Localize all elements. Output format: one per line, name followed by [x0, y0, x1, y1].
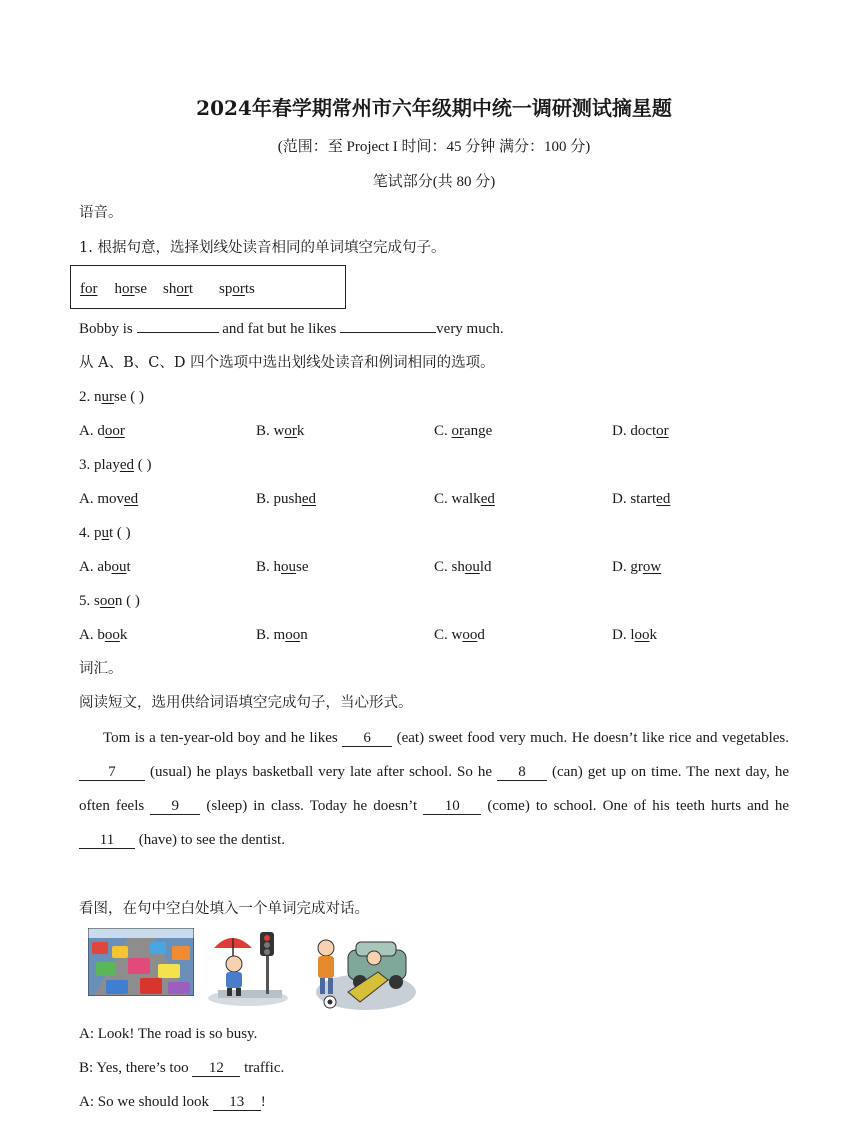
q3-option-c[interactable]: C. walked: [434, 491, 495, 507]
traffic-light-picture: [208, 926, 294, 1008]
q3-option-a[interactable]: A. moved: [79, 491, 139, 507]
q1-blank-2[interactable]: [340, 332, 436, 333]
q2-option-d[interactable]: D. doctor: [612, 423, 669, 439]
picture-instruction: 看图，在句中空白处填入一个单词完成对话。: [79, 901, 369, 917]
vocab-instruction: 阅读短文，选用供给词语填空完成句子，当心形式。: [79, 695, 413, 711]
q4-option-b[interactable]: B. house: [256, 559, 309, 575]
blank-11[interactable]: 11: [79, 832, 135, 849]
q2-option-a[interactable]: A. door: [79, 423, 125, 439]
word-short: short: [163, 281, 194, 297]
phonics-heading: 语音。: [79, 205, 123, 221]
blank-10[interactable]: 10: [423, 798, 481, 815]
blank-9[interactable]: 9: [150, 798, 200, 815]
word-box-words: [80, 279, 255, 299]
q5-option-b[interactable]: B. moon: [256, 627, 308, 643]
word-for: for: [80, 281, 98, 297]
mc-instruction: 从 A、B、C、D 四个选项中选出划线处读音和例词相同的选项。: [79, 355, 495, 371]
question-3: 3. played ( ): [79, 457, 152, 473]
q1-blank-1[interactable]: [137, 332, 219, 333]
q5-option-d[interactable]: D. look: [612, 627, 658, 643]
section-title: 笔试部分(共 80 分): [372, 174, 496, 190]
question-5: 5. soon ( ): [79, 593, 140, 609]
dialogue-line-3: A: So we should look 13 !: [79, 1094, 266, 1110]
q4-option-d[interactable]: D. grow: [612, 559, 662, 575]
q3-option-d[interactable]: D. started: [612, 491, 671, 507]
busy-traffic-picture: [88, 928, 194, 996]
word-box: [70, 265, 346, 309]
exam-info: (范围：至 Project I 时间：45 分钟 满分：100 分): [277, 139, 591, 155]
reading-passage: Tom is a ten-year-old boy and he likes 6 (eat) sweet food very much. He doesn’t like rice and vegetables. 7 (usual) he plays basketball very late after school. So he 8 (can) get up on time. The next day, he often feels 9 (sleep) in class. Today he doesn’t 10 (come) to school. One of his teeth hurts and he 11 (have) to see the dentist.: [79, 730, 790, 848]
q2-option-b[interactable]: B. work: [256, 423, 305, 439]
q4-option-a[interactable]: A. about: [79, 559, 131, 575]
car-accident-picture: [308, 928, 418, 1014]
q2-option-c[interactable]: C. orange: [434, 423, 493, 439]
q5-option-c[interactable]: C. wood: [434, 627, 485, 643]
blank-13[interactable]: 13: [213, 1094, 261, 1111]
dialogue-line-1: A: Look! The road is so busy.: [79, 1026, 258, 1042]
q1-instruction: 1. 根据句意，选择划线处读音相同的单词填空完成句子。: [79, 240, 446, 256]
blank-8[interactable]: 8: [497, 764, 547, 781]
page-title: 2024年春学期常州市六年级期中统一调研测试摘星题: [196, 96, 672, 120]
vocab-heading: 词汇。: [79, 661, 123, 677]
blank-7[interactable]: 7: [79, 764, 145, 781]
word-sports: sports: [219, 281, 255, 297]
q3-option-b[interactable]: B. pushed: [256, 491, 317, 507]
q5-option-a[interactable]: A. book: [79, 627, 128, 643]
question-2: 2. nurse ( ): [79, 389, 144, 405]
blank-6[interactable]: 6: [342, 730, 392, 747]
q1-sentence: Bobby is and fat but he likes very much.: [79, 321, 504, 337]
word-horse: horse: [114, 281, 147, 297]
q4-option-c[interactable]: C. should: [434, 559, 492, 575]
dialogue-line-2: B: Yes, there’s too 12 traffic.: [79, 1060, 285, 1076]
question-4: 4. put ( ): [79, 525, 131, 541]
blank-12[interactable]: 12: [192, 1060, 240, 1077]
